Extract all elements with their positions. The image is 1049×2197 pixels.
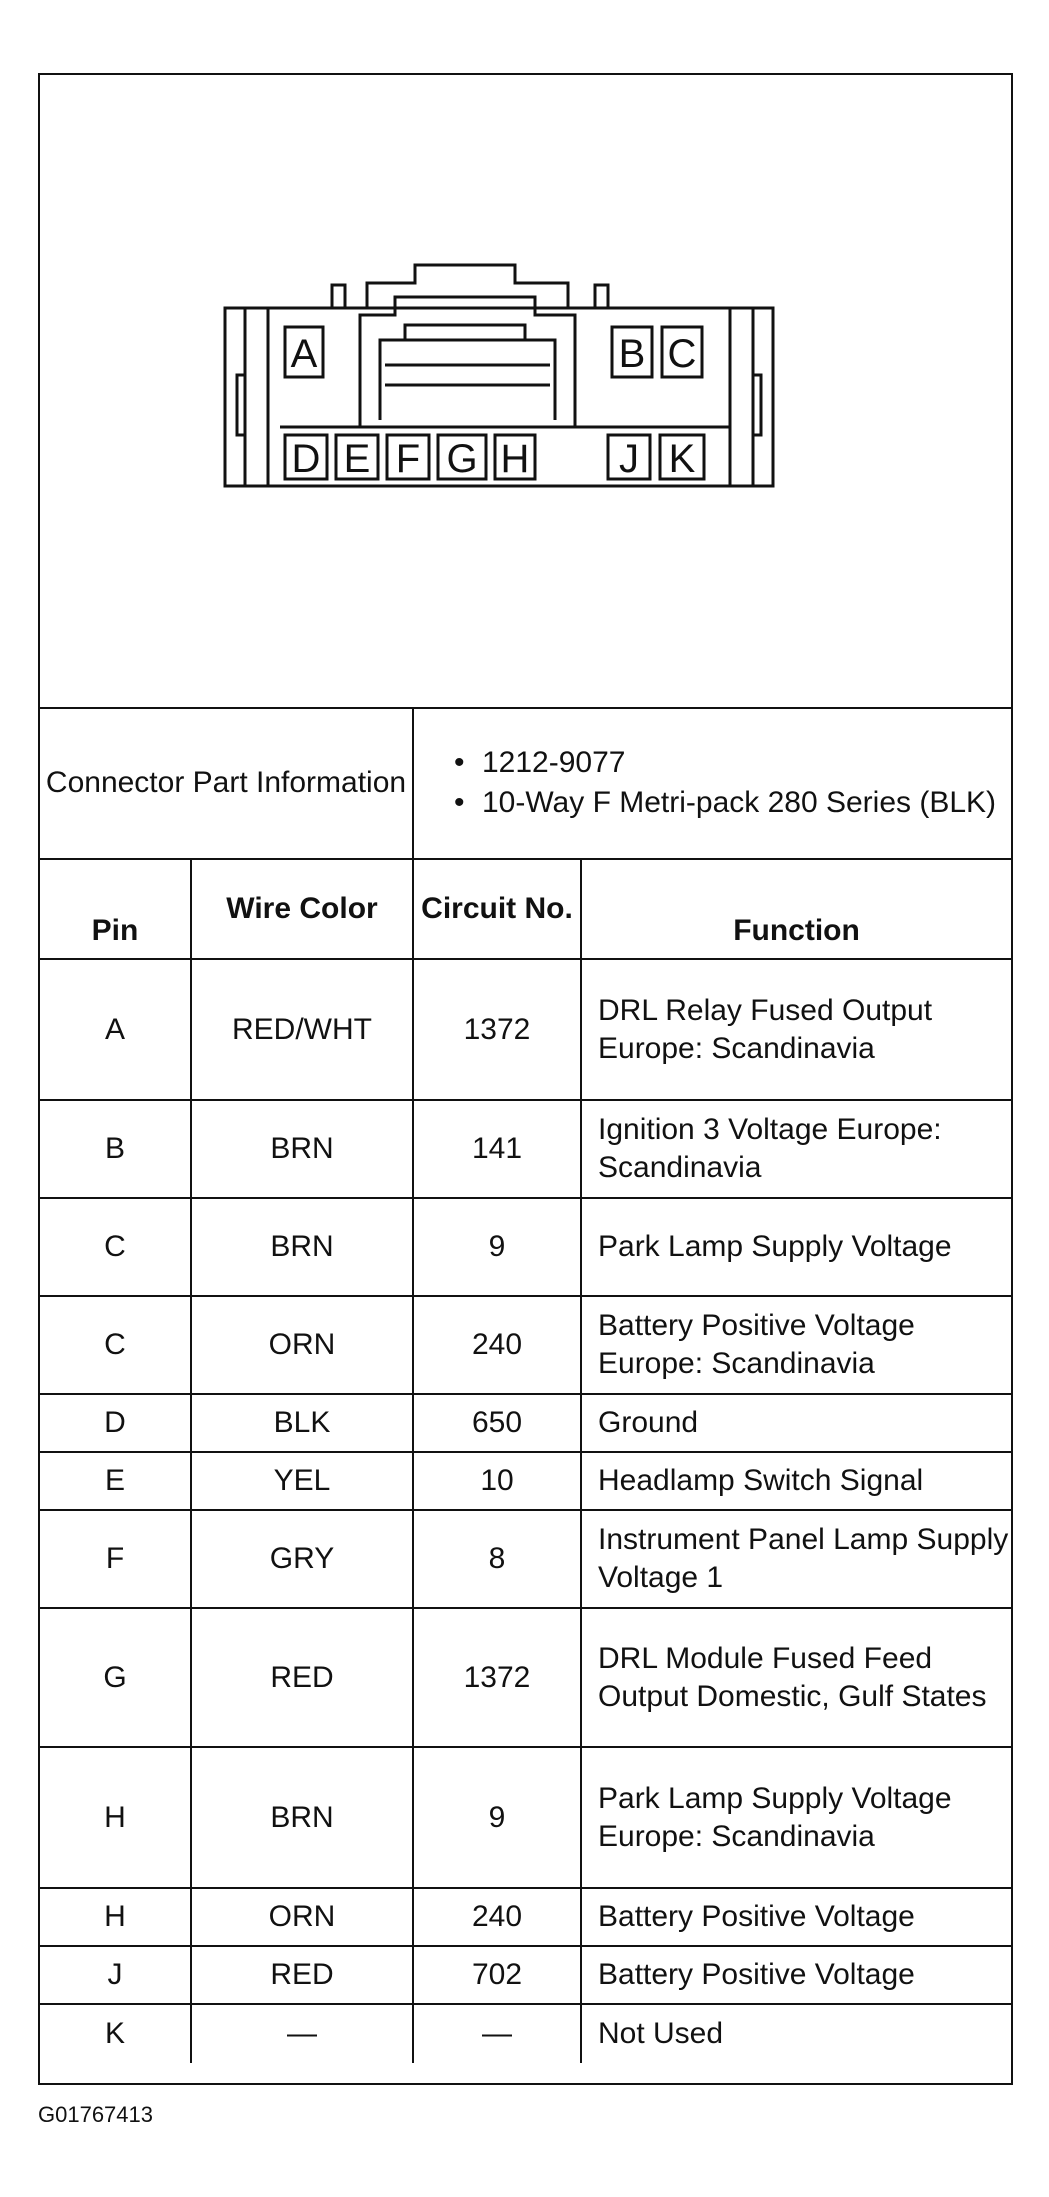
table-row (40, 1296, 1011, 1394)
cell-pin: K (40, 2004, 191, 2063)
cell-function: DRL Module Fused Feed Output Domestic, Gulf States (581, 1608, 1011, 1747)
pin-label-A: A (290, 332, 318, 376)
pin-label-H: H (500, 437, 530, 481)
cell-pin: B (40, 1100, 191, 1198)
cell-circuit-no: 1372 (413, 1608, 581, 1747)
connector-info-label: Connector Part Information (40, 707, 413, 859)
cell-circuit-no: 240 (413, 1888, 581, 1946)
table-row (40, 1452, 1011, 1510)
connector-info-item: • 10-Way F Metri-pack 280 Series (BLK) (454, 785, 1011, 821)
right-key (595, 285, 608, 308)
table-row (40, 1608, 1011, 1747)
connector-diagram-panel (40, 75, 1011, 709)
cell-circuit-no: — (413, 2004, 581, 2063)
cell-wire-color: BRN (191, 1198, 413, 1296)
lock-tower-body (360, 297, 575, 427)
cell-circuit-no: 1372 (413, 959, 581, 1100)
cell-function: Park Lamp Supply Voltage Europe: Scandinavia (581, 1747, 1011, 1888)
connector-info-list (413, 707, 1011, 859)
pin-label-J: J (619, 437, 639, 481)
left-key (332, 285, 345, 308)
cell-circuit-no: 141 (413, 1100, 581, 1198)
table-row (40, 2004, 1011, 2063)
pin-label-K: K (668, 437, 696, 481)
cell-function: Headlamp Switch Signal (581, 1452, 1011, 1510)
cell-wire-color: RED (191, 1946, 413, 2004)
cell-pin: F (40, 1510, 191, 1608)
cell-circuit-no: 650 (413, 1394, 581, 1452)
pin-label-C: C (667, 332, 697, 376)
lock-tower-outer (367, 265, 568, 308)
table-header-row (40, 859, 1011, 959)
cell-wire-color: — (191, 2004, 413, 2063)
cell-pin: J (40, 1946, 191, 2004)
cell-wire-color: BLK (191, 1394, 413, 1452)
table-row (40, 1510, 1011, 1608)
cell-pin: H (40, 1747, 191, 1888)
right-latch-tab (753, 375, 761, 435)
cell-circuit-no: 240 (413, 1296, 581, 1394)
cell-circuit-no: 702 (413, 1946, 581, 2004)
pin-label-F: F (395, 437, 421, 481)
pinout-table (40, 707, 1011, 2063)
connector-sheet (38, 73, 1013, 2085)
cell-pin: A (40, 959, 191, 1100)
figure-code: G01767413 (38, 2102, 153, 2127)
table-row (40, 1747, 1011, 1888)
table-row (40, 1888, 1011, 1946)
table-row (40, 1946, 1011, 2004)
cell-pin: E (40, 1452, 191, 1510)
cell-wire-color: YEL (191, 1452, 413, 1510)
cell-pin: H (40, 1888, 191, 1946)
connector-face-drawing (40, 75, 1011, 707)
pin-label-D: D (291, 437, 321, 481)
cell-pin: D (40, 1394, 191, 1452)
cell-function: DRL Relay Fused Output Europe: Scandinavia (581, 959, 1011, 1100)
cell-wire-color: RED/WHT (191, 959, 413, 1100)
cell-wire-color: ORN (191, 1888, 413, 1946)
cell-circuit-no: 10 (413, 1452, 581, 1510)
pin-label-G: G (446, 437, 478, 481)
header-pin: Pin (40, 859, 191, 959)
cell-function: Battery Positive Voltage (581, 1946, 1011, 2004)
cell-circuit-no: 9 (413, 1747, 581, 1888)
cell-function: Ignition 3 Voltage Europe: Scandinavia (581, 1100, 1011, 1198)
table-row (40, 1394, 1011, 1452)
cell-function: Battery Positive Voltage (581, 1888, 1011, 1946)
connector-info-item: • 1212-9077 (454, 745, 1011, 781)
cell-function: Instrument Panel Lamp Supply Voltage 1 (581, 1510, 1011, 1608)
cell-circuit-no: 9 (413, 1198, 581, 1296)
pin-label-E: E (343, 437, 371, 481)
connector-info-row (40, 707, 1011, 859)
cell-pin: C (40, 1296, 191, 1394)
cell-wire-color: BRN (191, 1100, 413, 1198)
table-row (40, 1100, 1011, 1198)
header-wire-color: Wire Color (191, 859, 413, 959)
cell-function: Ground (581, 1394, 1011, 1452)
pin-label-B: B (618, 332, 646, 376)
left-latch-tab (237, 375, 245, 435)
cell-wire-color: GRY (191, 1510, 413, 1608)
table-row (40, 1198, 1011, 1296)
table-row (40, 959, 1011, 1100)
cell-wire-color: BRN (191, 1747, 413, 1888)
header-circuit-no: Circuit No. (413, 859, 581, 959)
header-function: Function (581, 859, 1011, 959)
cell-pin: C (40, 1198, 191, 1296)
cell-function: Park Lamp Supply Voltage (581, 1198, 1011, 1296)
cell-function: Battery Positive Voltage Europe: Scandinavia (581, 1296, 1011, 1394)
cell-wire-color: RED (191, 1608, 413, 1747)
cell-wire-color: ORN (191, 1296, 413, 1394)
cell-function: Not Used (581, 2004, 1011, 2063)
cell-circuit-no: 8 (413, 1510, 581, 1608)
cell-pin: G (40, 1608, 191, 1747)
